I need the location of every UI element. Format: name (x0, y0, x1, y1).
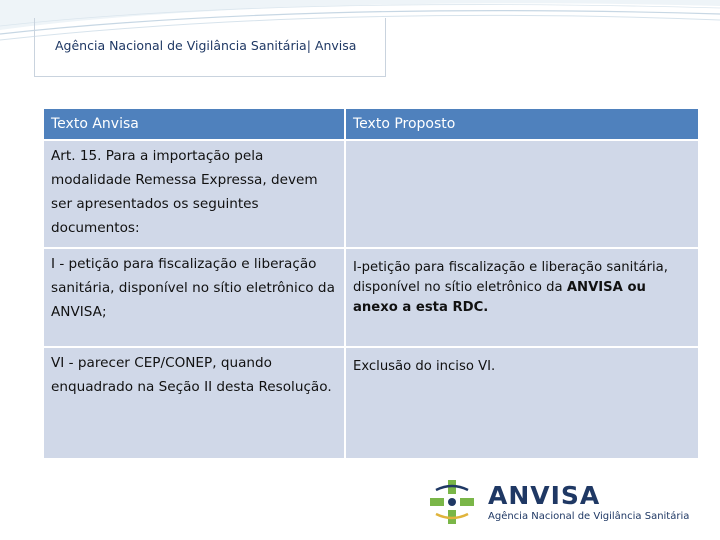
anvisa-cross-icon (428, 478, 480, 526)
cell-texto-proposto (346, 141, 698, 247)
anvisa-logo (428, 478, 698, 528)
table-row (44, 348, 698, 458)
cell-texto-anvisa: Art. 15. Para a importação pela modalidade Remessa Expressa, devem ser apresentados os seguintes documentos: (44, 141, 344, 247)
proposto-plain-text: I-petição para fiscalização e liberação sanitária, disponível no sítio eletrônico da (353, 260, 668, 295)
table-row (44, 249, 698, 346)
table-header-row (44, 109, 698, 139)
logo-subtitle: Agência Nacional de Vigilância Sanitária (488, 511, 690, 522)
header-title: Agência Nacional de Vigilância Sanitária| Anvisa (55, 38, 357, 53)
comparison-table (42, 107, 700, 460)
cell-texto-anvisa: I - petição para fiscalização e liberação sanitária, disponível no sítio eletrônico da ANVISA; (44, 249, 344, 346)
cell-texto-proposto: Exclusão do inciso VI. (346, 348, 698, 458)
cell-texto-anvisa: VI - parecer CEP/CONEP, quando enquadrado na Seção II desta Resolução. (44, 348, 344, 458)
logo-wordmark: ANVISA (488, 481, 601, 510)
cell-texto-proposto (346, 249, 698, 346)
column-header-texto-proposto: Texto Proposto (346, 109, 698, 139)
column-header-texto-anvisa: Texto Anvisa (44, 109, 344, 139)
proposto-bold-text: ANVISA ou anexo a esta RDC. (353, 280, 646, 315)
table-row (44, 141, 698, 247)
header-band (0, 0, 720, 78)
